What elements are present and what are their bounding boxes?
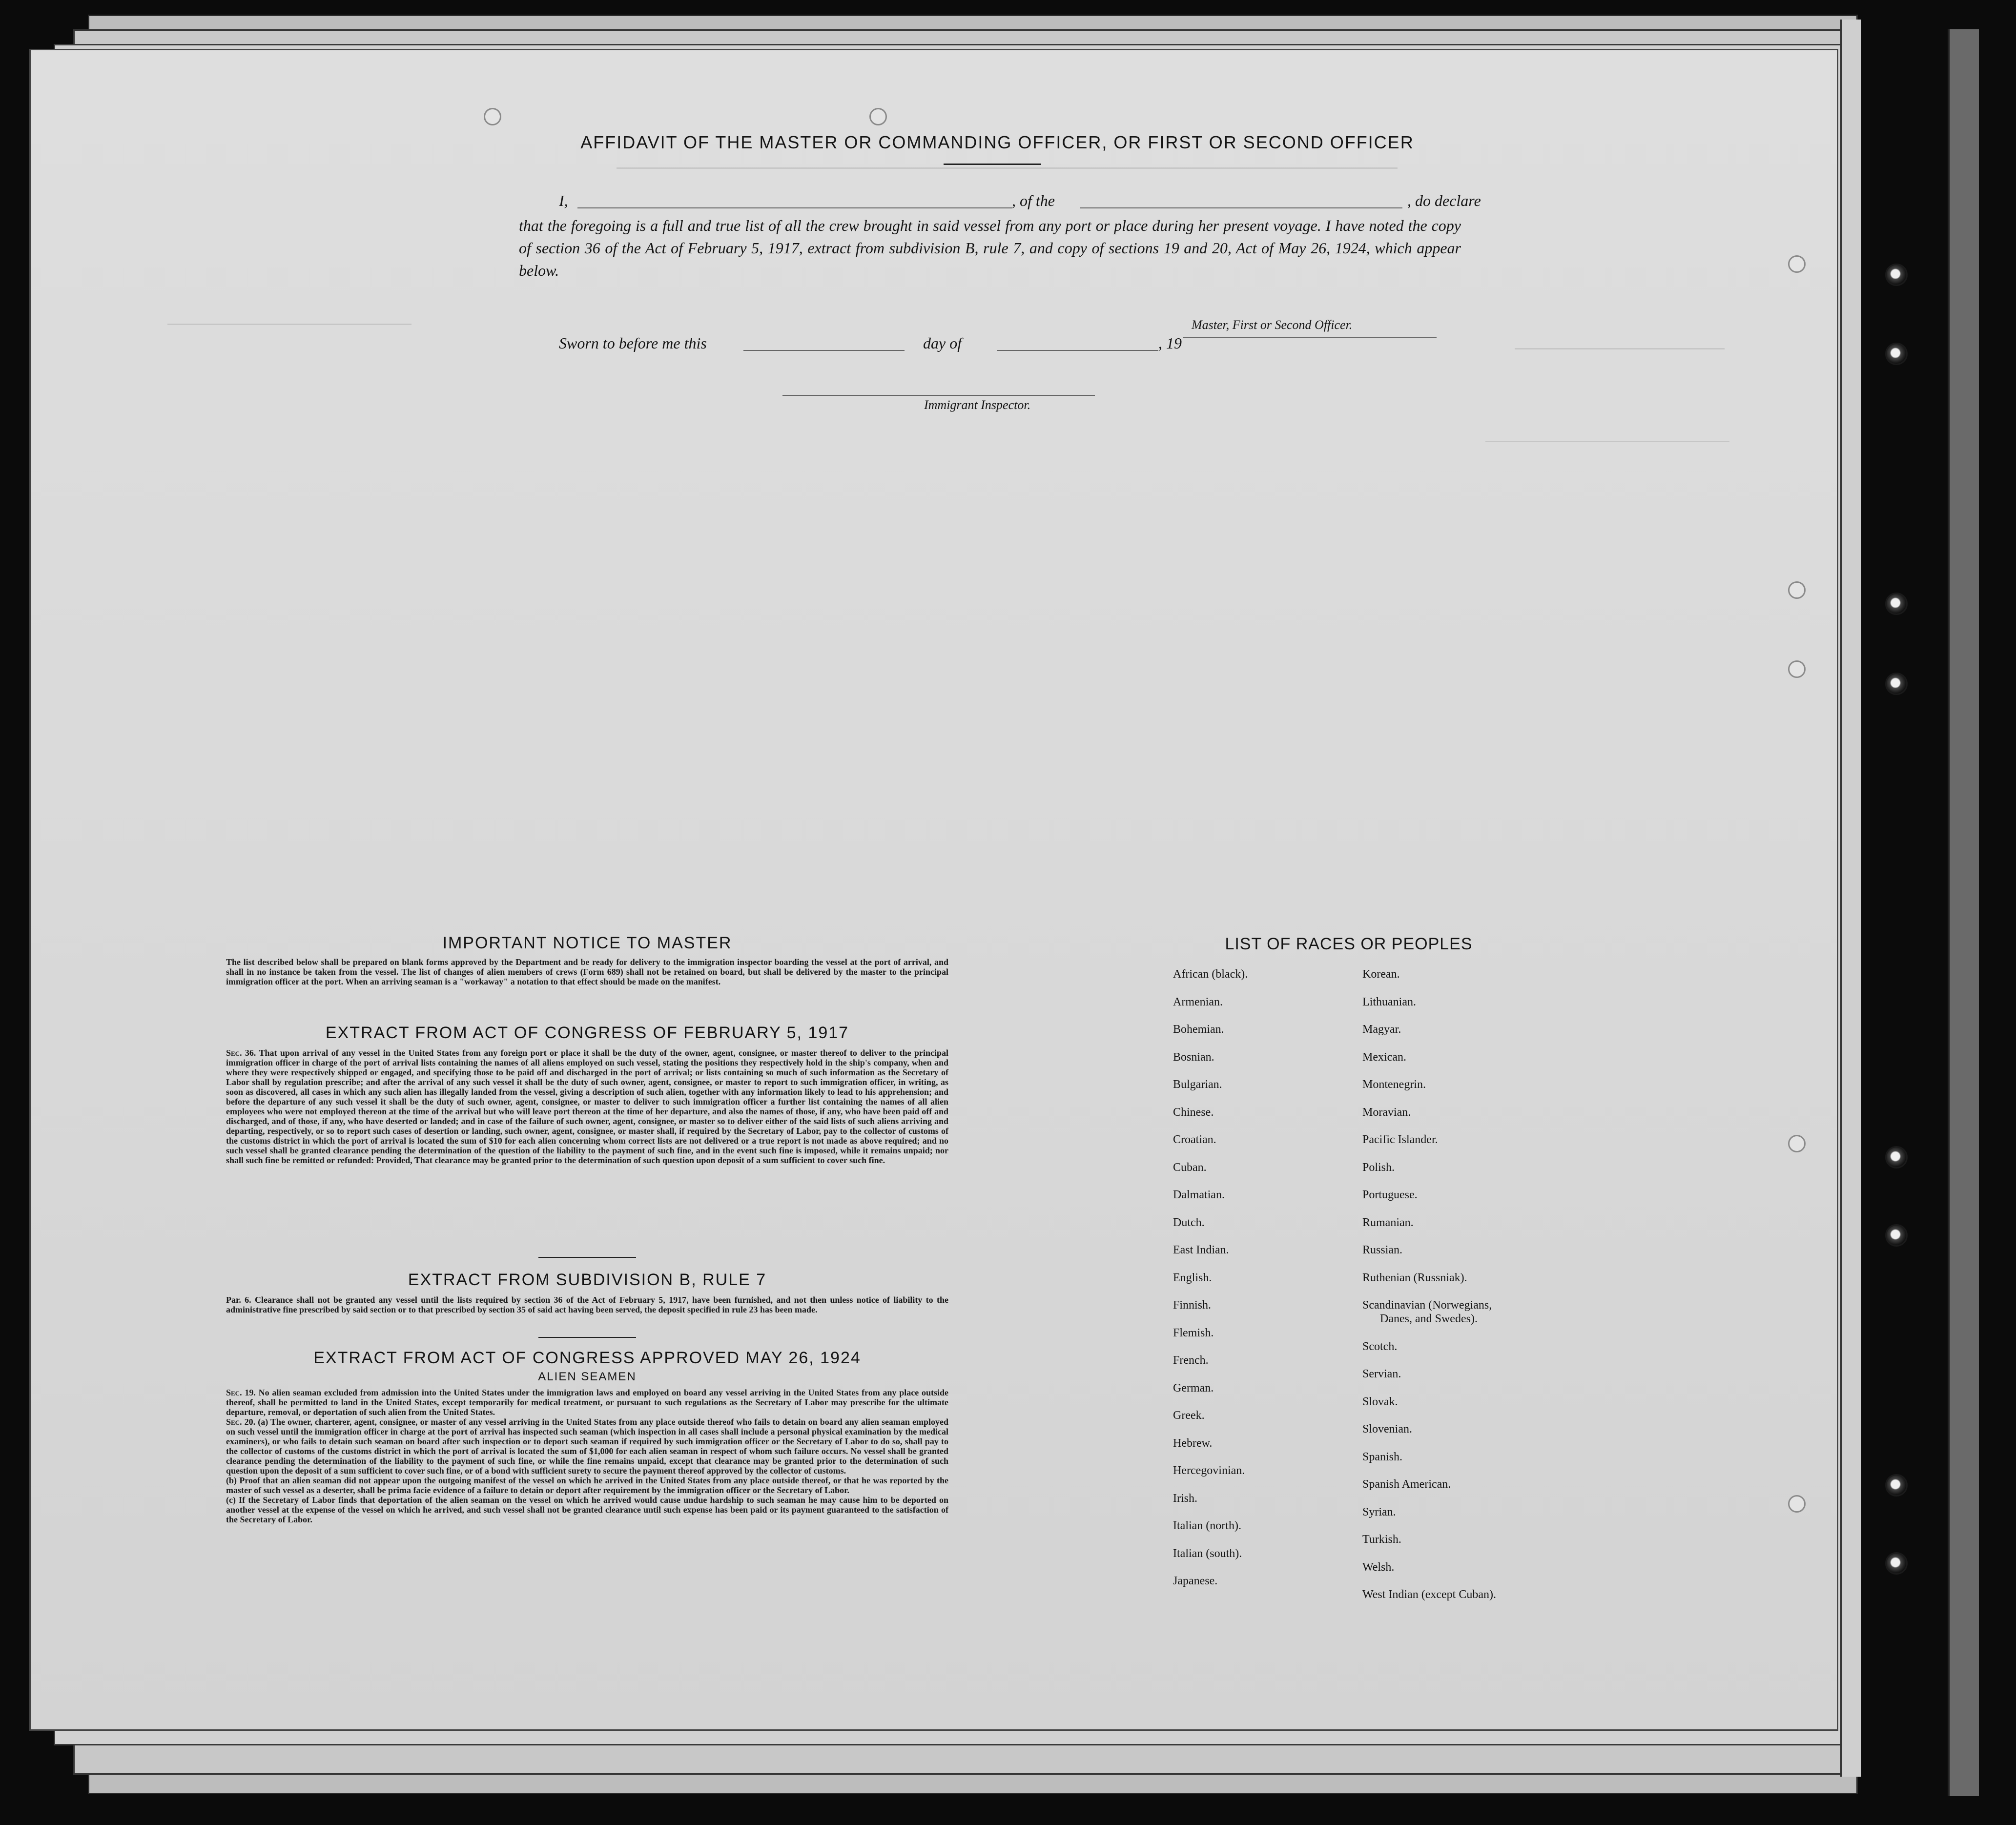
extract-1917-text: [226, 1048, 948, 1165]
race-item: Magyar.: [1362, 1023, 1401, 1036]
master-signature-label: Master, First or Second Officer.: [1192, 318, 1353, 332]
race-item: Croatian.: [1173, 1133, 1216, 1146]
race-item: Russian.: [1362, 1244, 1403, 1256]
race-item: Dalmatian.: [1173, 1189, 1225, 1201]
race-item: Turkish.: [1362, 1533, 1401, 1546]
inspector-label: Immigrant Inspector.: [924, 398, 1031, 412]
race-item: Japanese.: [1173, 1575, 1218, 1587]
affidavit-i-label: I,: [559, 192, 568, 209]
race-item: Hebrew.: [1173, 1436, 1213, 1450]
sworn-label: Sworn to before me this: [559, 334, 707, 352]
race-item: Lithuanian.: [1362, 995, 1416, 1008]
race-item: Italian (north).: [1173, 1519, 1241, 1532]
notice-text: The list described below shall be prepared on blank forms approved by the Department and be ready for delivery to the immigration inspector boarding the vessel at the port of arrival, and shall in no instance be taken from the vessel. The list of changes of alien members of crews (Form 689) shall not be retained on board, but shall be delivered by the master to the principal immigration officer at the port. When an arriving seaman is a "workaway" a notation to that effect should be made on the manifest.: [226, 957, 948, 986]
punch-hole-icon: [1788, 255, 1806, 273]
race-item: Rumanian.: [1362, 1216, 1414, 1229]
sworn-month-blank: [997, 350, 1158, 351]
punch-hole-icon: [484, 108, 501, 125]
extract-rule7-text: Par. 6. Clearance shall not be granted any vessel until the lists required by section 36 of the Act of February 5, 1917, have been furnished, and not then unless notice of liability to the administrative fine prescribed by said section or to that prescribed by section 35 of said act having been served, the deposit specified in rule 23 has been made.: [226, 1295, 948, 1314]
binder-hole-icon: [1885, 1552, 1908, 1575]
race-item: Spanish American.: [1362, 1478, 1451, 1491]
sec-20c-paragraph: (c) If the Secretary of Labor finds that deportation of the alien seaman on the vessel on which he arrived would cause undue hardship to such seaman he may cause him to be deported on another vessel at the expense of the vessel on which he arrived, and such vessel shall not be granted clearance until such expense has been paid or its payment guaranteed to the satisfaction of the Secretary of Labor.: [226, 1495, 948, 1524]
race-item: Armenian.: [1173, 995, 1223, 1008]
race-item: Irish.: [1173, 1492, 1197, 1505]
binder-hole-icon: [1885, 1474, 1908, 1497]
race-item: French.: [1173, 1354, 1209, 1367]
races-title: LIST OF RACES OR PEOPLES: [1225, 935, 1473, 953]
title-underline: [944, 164, 1041, 165]
race-item: West Indian (except Cuban).: [1362, 1588, 1496, 1601]
year-label: , 19: [1158, 334, 1182, 352]
punch-hole-icon: [1788, 660, 1806, 678]
race-item: Greek.: [1173, 1409, 1205, 1422]
race-item: Montenegrin.: [1362, 1078, 1426, 1091]
extract-rule7-title: EXTRACT FROM SUBDIVISION B, RULE 7: [408, 1271, 767, 1289]
bleed-through-line: [1515, 348, 1725, 349]
section-label: Sec. 20.: [226, 1417, 256, 1427]
race-item: Chinese.: [1173, 1106, 1214, 1119]
race-item: Scandinavian (Norwegians,: [1362, 1299, 1492, 1312]
divider: [538, 1337, 636, 1338]
race-item: Bohemian.: [1173, 1023, 1224, 1036]
race-item: Polish.: [1362, 1161, 1395, 1174]
bleed-through-line: [1485, 441, 1729, 442]
race-item: East Indian.: [1173, 1244, 1229, 1256]
sec-20b-paragraph: (b) Proof that an alien seaman did not appear upon the outgoing manifest of the vessel on which he arrived in the United States from any place outside thereof, or that he was reported by the master of such vessel as a deserter, shall be prima facie evidence of a failure to detain or deport after requirement by the immigration officer or the Secretary of Labor.: [226, 1476, 948, 1495]
race-item: Finnish.: [1173, 1299, 1212, 1312]
binder-hole-icon: [1885, 343, 1908, 365]
master-name-blank: [577, 207, 1012, 208]
alien-seamen-subtitle: ALIEN SEAMEN: [538, 1370, 637, 1383]
race-item: Bosnian.: [1173, 1050, 1214, 1064]
race-item: Welsh.: [1362, 1560, 1395, 1574]
bleed-through-line: [617, 167, 1398, 169]
race-item: Korean.: [1362, 968, 1400, 981]
notice-title: IMPORTANT NOTICE TO MASTER: [442, 934, 732, 952]
race-item: Moravian.: [1362, 1106, 1411, 1119]
race-item: Dutch.: [1173, 1216, 1205, 1229]
race-item: Hercegovinian.: [1173, 1464, 1245, 1477]
race-item: Ruthenian (Russniak).: [1362, 1271, 1467, 1284]
section-label: Sec. 36.: [226, 1048, 256, 1058]
race-item: English.: [1173, 1271, 1212, 1284]
extract-1917-title: EXTRACT FROM ACT OF CONGRESS OF FEBRUARY 5, 1917: [325, 1024, 849, 1042]
race-item: Danes, and Swedes).: [1380, 1312, 1478, 1325]
binder-hole-icon: [1885, 673, 1908, 695]
race-item: Slovenian.: [1362, 1423, 1412, 1435]
binder-edge: [1948, 29, 1979, 1796]
race-item: Flemish.: [1173, 1326, 1214, 1339]
sec-20-paragraph: [226, 1417, 948, 1476]
inspector-signature-blank: [782, 395, 1095, 396]
section-text: (a) The owner, charterer, agent, consignee, or master of any vessel arriving in the United States from any place outside thereof who fails to detain on board any alien seaman employed on such vessel until the immigration officer in charge at the port of arrival has inspected such seaman (which inspection in all cases shall include a personal physical examination by the medical examiners), or who fails to detain such seaman on board after such inspection or to deport such seaman if required by such immigration officer or the Secretary of Labor to do so, shall pay to the collector of customs of the customs district in which the port of arrival is located the sum of $1,000 for each alien seaman in respect of whom such failure occurs. No vessel shall be granted clearance pending the determination of the liability to the payment of such fine, or while the fine remains unpaid, except that clearance may be granted prior to the determination of such question upon the deposit of a sum sufficient to cover such fine, or of a bond with sufficient surety to secure the payment thereof approved by the collector of customs.: [226, 1417, 949, 1476]
binder-hole-icon: [1885, 264, 1908, 286]
sworn-day-blank: [743, 350, 905, 351]
vessel-name-blank: [1080, 207, 1402, 208]
race-item: African (black).: [1173, 968, 1248, 981]
page-edge-strip: [1840, 20, 1861, 1777]
race-item: Cuban.: [1173, 1161, 1207, 1174]
race-item: Syrian.: [1362, 1505, 1396, 1518]
day-of-label: day of: [923, 334, 962, 352]
master-signature-blank: [1183, 337, 1437, 338]
race-item: Italian (south).: [1173, 1547, 1242, 1560]
bleed-through-line: [167, 324, 411, 325]
section-text: That upon arrival of any vessel in the United States from any foreign port or place it shall be the duty of the owner, agent, consignee, or master thereof to deliver to the principal immigration officer in charge of the port of arrival lists containing the names of all aliens employed on such vessel, stating the positions they respectively hold in the ship's company, when and where they were respectively shipped or engaged, and specifying those to be paid off and discharged in the port of arrival; or lists containing so much of such information as the Secretary of Labor shall by regulation prescribe; and after the arrival of any such vessel it shall be the duty of such owner, agent, consignee, or master to report to such immigration officer, in writing, as soon as discovered, all cases in which any such alien has illegally landed from the vessel, giving a description of such alien, together with any information likely to lead to his apprehension; and before the departure of any such vessel it shall be the duty of such owner, agent, consignee, or master to deliver to such immigration officer a further list containing the names of all alien employees who were not employed thereon at the time of the arrival but who will leave port thereon at the time of her departure, and also the names of those, if any, who have been paid off and discharged, and of those, if any, who have deserted or landed; and in case of the failure of such owner, agent, consignee, or master so to deliver either of the said lists of such aliens arriving and departing, respectively, or so to report such cases of desertion or landing, such owner, agent, consignee, or master shall, if required by the Secretary of Labor, pay to the collector of customs of the customs district in which the port of arrival is located the sum of $10 for each alien concerning whom correct lists are not delivered or a true report is not made as above required; and no such vessel shall be granted clearance pending the determination of the question of the liability to the payment of such fine, and in the event such fine is imposed, while it remains unpaid; nor shall such fine be remitted or refunded: Provided, That clearance may be granted prior to the determination of such question upon deposit of a sum sufficient to cover such fine.: [226, 1048, 948, 1165]
punch-hole-icon: [1788, 1135, 1806, 1152]
punch-hole-icon: [1788, 581, 1806, 599]
race-item: Scotch.: [1362, 1340, 1398, 1353]
punch-hole-icon: [1788, 1495, 1806, 1513]
punch-hole-icon: [869, 108, 887, 125]
race-item: Pacific Islander.: [1362, 1133, 1438, 1146]
race-item: Bulgarian.: [1173, 1078, 1222, 1091]
race-item: Mexican.: [1362, 1050, 1406, 1064]
affidavit-of-the-label: , of the: [1012, 192, 1055, 209]
affidavit-declare-label: , do declare: [1407, 192, 1481, 209]
race-item: Slovak.: [1362, 1395, 1398, 1408]
binder-hole-icon: [1885, 1224, 1908, 1247]
affidavit-title: AFFIDAVIT OF THE MASTER OR COMMANDING OFFICER, OR FIRST OR SECOND OFFICER: [580, 132, 1414, 152]
race-item: Servian.: [1362, 1368, 1401, 1380]
race-item: Spanish.: [1362, 1450, 1403, 1463]
divider: [538, 1257, 636, 1258]
extract-1924-title: EXTRACT FROM ACT OF CONGRESS APPROVED MAY 26, 1924: [313, 1349, 861, 1367]
affidavit-body: that the foregoing is a full and true list of all the crew brought in said vessel from any port or place during her present voyage. I have noted the copy of section 36 of the Act of February 5, 1917, extract from subdivision B, rule 7, and copy of sections 19 and 20, Act of May 26, 1924, which appear below.: [519, 217, 1461, 279]
race-item: Portuguese.: [1362, 1189, 1418, 1201]
section-label: Sec. 19.: [226, 1388, 256, 1397]
binder-hole-icon: [1885, 593, 1908, 615]
sec-19-paragraph: [226, 1388, 948, 1417]
document-page: [29, 49, 1838, 1731]
section-text: No alien seaman excluded from admission into the United States under the immigration laws and employed on board any vessel arriving in the United States from any place outside thereof, shall be permitted to land in the United States, except temporarily for medical treatment, or pursuant to such regulations as the Secretary of Labor may prescribe for the ultimate departure, removal, or deportation of such alien from the United States.: [226, 1388, 949, 1417]
race-item: German.: [1173, 1381, 1214, 1394]
binder-hole-icon: [1885, 1146, 1908, 1169]
extract-1924-text: [226, 1388, 948, 1524]
